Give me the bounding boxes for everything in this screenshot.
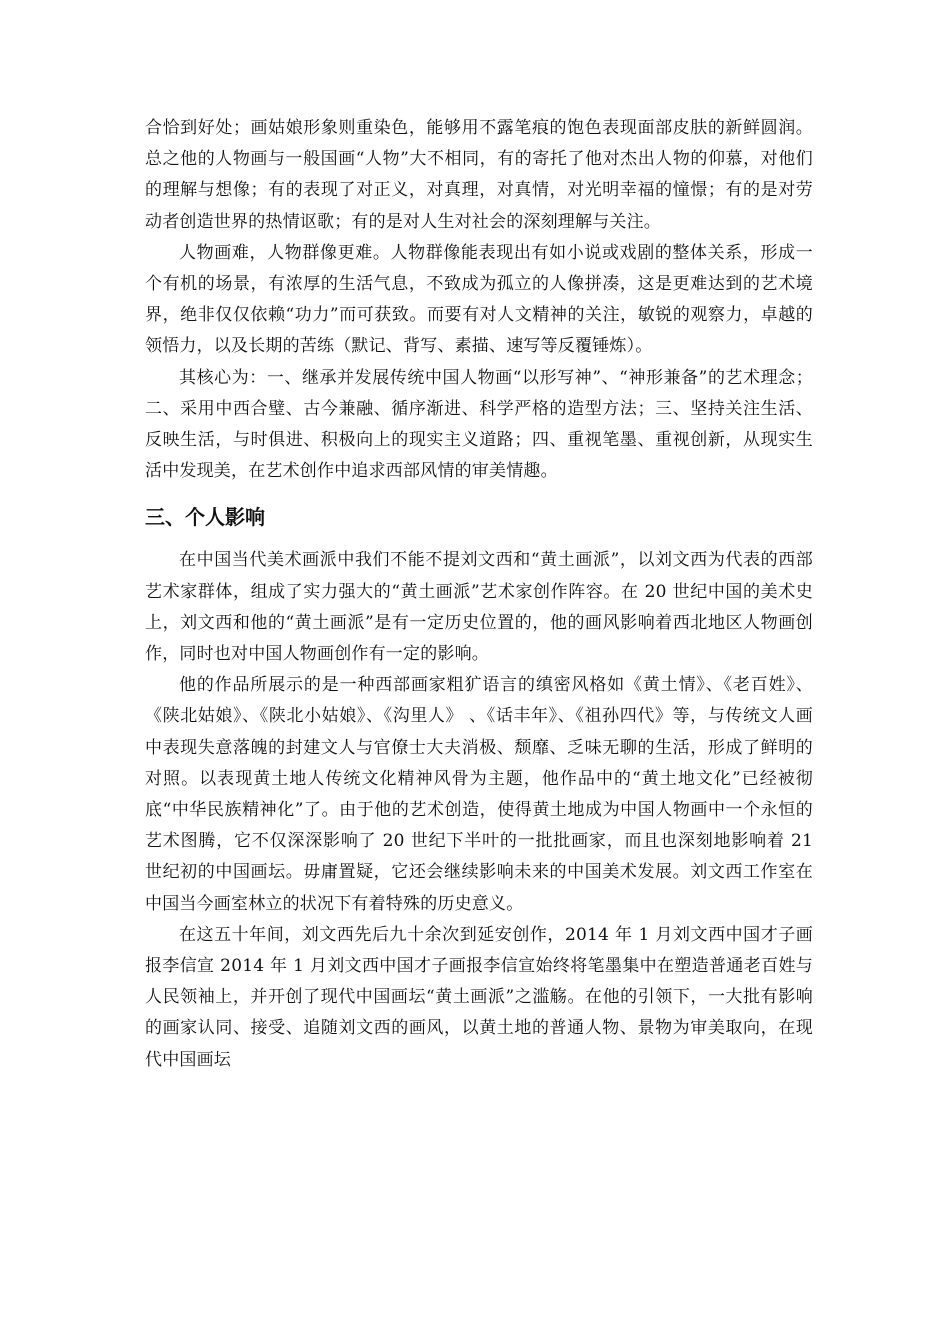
paragraph-core-principles: 其核心为：一、继承并发展传统中国人物画“以形写神”、“神形兼备”的艺术理念；二、采用中西合璧、古今兼融、循序渐进、科学严格的造型方法；三、坚持关注生活、反映生活，与时俱进、积极向上的现实主义道路；四、重视笔墨、重视创新，从现实生活中发现美，在艺术创作中追求西部风情的审美情趣。: [145, 367, 813, 482]
paragraph-figure-group: 人物画难，人物群像更难。人物群像能表现出有如小说或戏剧的整体关系，形成一个有机的场景，有浓厚的生活气息，不致成为孤立的人像拼凑，这是更难达到的艺术境界，绝非仅仅依赖“功力”而可获致。而要有对人文精神的关注，敏锐的观察力，卓越的领悟力，以及长期的苦练（默记、背写、素描、速写等反覆锤炼）。: [145, 242, 813, 357]
paragraph-loess-school: 在中国当代美术画派中我们不能不提刘文西和“黄土画派”，以刘文西为代表的西部艺术家群体，组成了实力强大的“黄土画派”艺术家创作阵容。在 20 世纪中国的美术史上，刘文西和他的“黄土画派”是有一定历史位置的，他的画风影响着西北地区人物画创作，同时也对中国人物画创作有一定的影响。: [145, 550, 813, 665]
paragraph-yanan-creation: 在这五十年间，刘文西先后九十余次到延安创作，2014 年 1 月刘文西中国才子画报李信宣 2014 年 1 月刘文西中国才子画报李信宣始终将笔墨集中在塑造普通老百姓与人民领袖上，并开创了现代中国画坛“黄土画派”之滥觞。在他的引领下，一大批有影响的画家认同、接受、追随刘文西的画风，以黄土地的普通人物、景物为审美取向，在现代中国画坛: [145, 924, 813, 1070]
document-page: [145, 113, 813, 1076]
paragraph-continuation: 合恰到好处；画姑娘形象则重染色，能够用不露笔痕的饱色表现面部皮肤的新鲜圆润。总之他的人物画与一般国画“人物”大不相同，有的寄托了他对杰出人物的仰慕，对他们的理解与想像；有的表现了对正义，对真理，对真情，对光明幸福的憧憬；有的是对劳动者创造世界的热情讴歌；有的是对人生对社会的深刻理解与关注。: [145, 118, 813, 232]
paragraph-works-style: 他的作品所展示的是一种西部画家粗犷语言的缜密风格如《黄土情》、《老百姓》、《陕北姑娘》、《陕北小姑娘》、《沟里人》 、《话丰年》、《祖孙四代》等，与传统文人画中表现失意落魄的封建文人与官僚士大夫消极、颓靡、乏味无聊的生活，形成了鲜明的对照。以表现黄土地人传统文化精神风骨为主题，他作品中的“黄土地文化”已经被彻底“中华民族精神化”了。由于他的艺术创造，使得黄土地成为中国人物画中一个永恒的艺术图腾，它不仅深深影响了 20 世纪下半叶的一批批画家，而且也深刻地影响着 21 世纪初的中国画坛。毋庸置疑，它还会继续影响未来的中国美术发展。刘文西工作室在中国当今画室林立的状况下有着特殊的历史意义。: [145, 675, 813, 914]
section-heading: 三、个人影响: [145, 505, 265, 530]
